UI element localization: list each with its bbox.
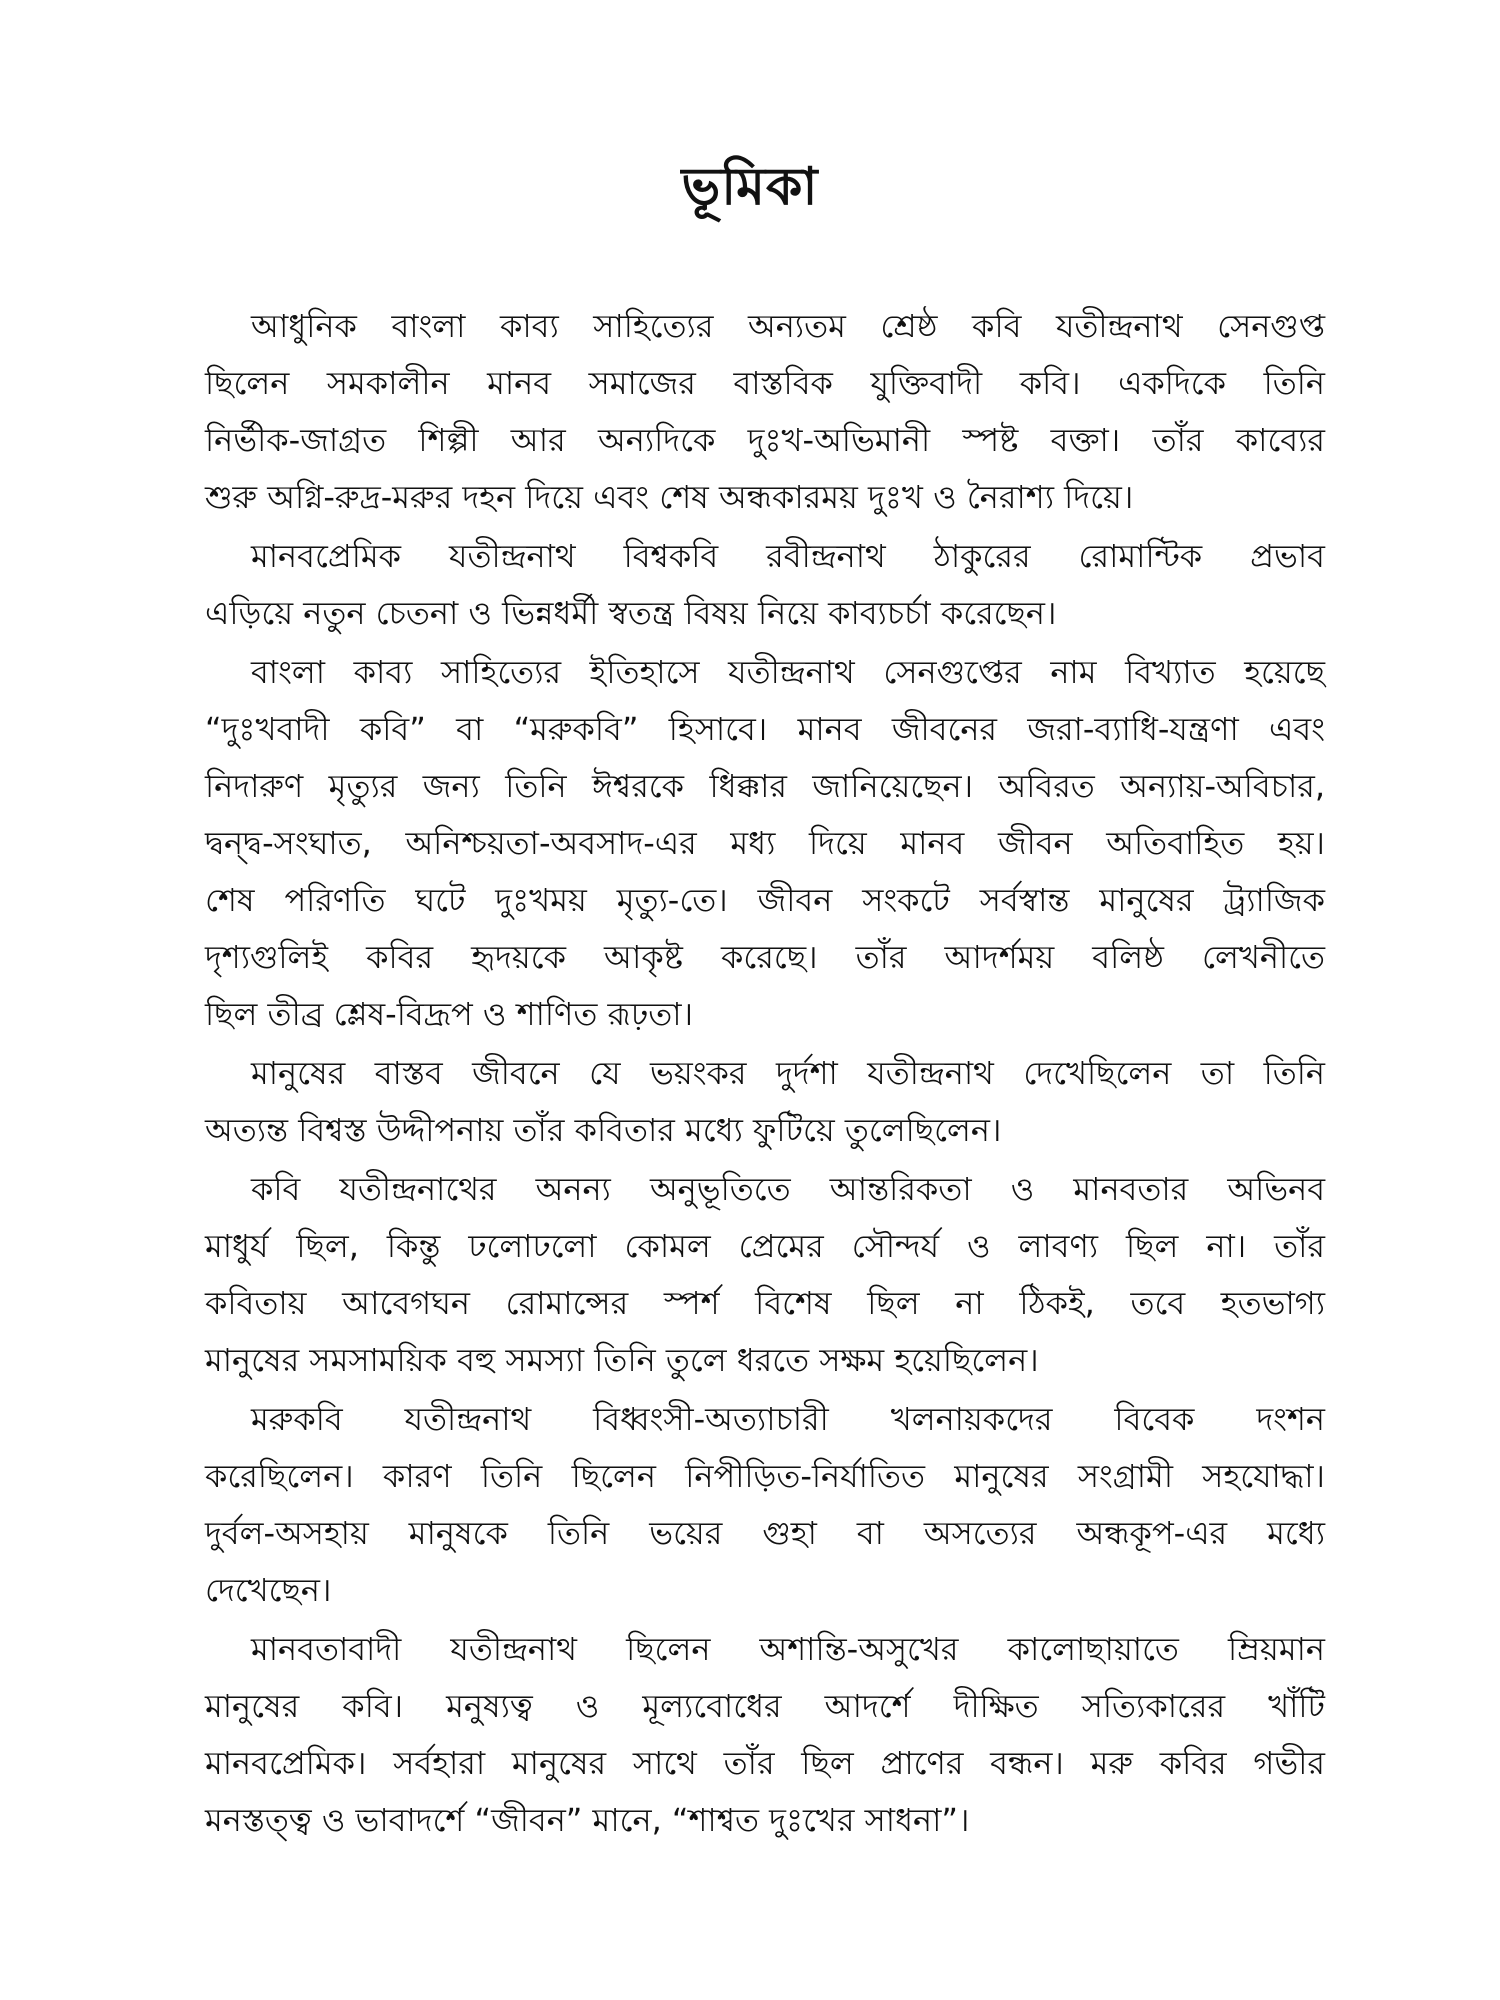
- text-line: কবিতায় আবেগঘন রোমান্সের স্পর্শ বিশেষ ছিল না ঠিকই, তবে হতভাগ্য: [205, 1284, 1325, 1322]
- paragraph: [205, 644, 1325, 1043]
- text-line: শেষ পরিণতি ঘটে দুঃখময় মৃত্যু-তে। জীবন সংকটে সর্বস্বান্ত মানুষের ট্র্যাজিক: [205, 881, 1325, 919]
- text-line: আধুনিক বাংলা কাব্য সাহিত্যের অন্যতম শ্রেষ্ঠ কবি যতীন্দ্রনাথ সেনগুপ্ত: [251, 307, 1325, 345]
- body-text: [205, 298, 1325, 1851]
- text-line: দ্বন্দ্ব-সংঘাত, অনিশ্চয়তা-অবসাদ-এর মধ্য দিয়ে মানব জীবন অতিবাহিত হয়।: [205, 824, 1325, 862]
- text-line: মানুষের কবি। মনুষ্যত্ব ও মূল্যবোধের আদর্শে দীক্ষিত সত্যিকারের খাঁটি: [205, 1687, 1325, 1725]
- paragraph: [205, 1621, 1325, 1849]
- text-line: মরুকবি যতীন্দ্রনাথ বিধ্বংসী-অত্যাচারী খলনায়কদের বিবেক দংশন: [251, 1400, 1325, 1438]
- text-line: শুরু অগ্নি-রুদ্র-মরুর দহন দিয়ে এবং শেষ অন্ধকারময় দুঃখ ও নৈরাশ্য দিয়ে।: [205, 478, 1134, 516]
- paragraph: [205, 528, 1325, 642]
- text-line: বাংলা কাব্য সাহিত্যের ইতিহাসে যতীন্দ্রনাথ সেনগুপ্তের নাম বিখ্যাত হয়েছে: [251, 653, 1325, 691]
- text-line: ছিল তীব্র শ্লেষ-বিদ্রূপ ও শাণিত রূঢ়তা।: [205, 995, 694, 1033]
- text-line: মানুষের সমসাময়িক বহু সমস্যা তিনি তুলে ধরতে সক্ষম হয়েছিলেন।: [205, 1341, 1039, 1379]
- paragraph: [205, 298, 1325, 526]
- text-line: অত্যন্ত বিশ্বস্ত উদ্দীপনায় তাঁর কবিতার মধ্যে ফুটিয়ে তুলেছিলেন।: [205, 1111, 1002, 1149]
- text-line: মানবতাবাদী যতীন্দ্রনাথ ছিলেন অশান্তি-অসুখের কালোছায়াতে ম্রিয়মান: [251, 1630, 1325, 1668]
- text-line: “দুঃখবাদী কবি” বা “মরুকবি” হিসাবে। মানব জীবনের জরা-ব্যাধি-যন্ত্রণা এবং: [205, 710, 1325, 748]
- text-line: নিদারুণ মৃত্যুর জন্য তিনি ঈশ্বরকে ধিক্কার জানিয়েছেন। অবিরত অন্যায়-অবিচার,: [205, 767, 1325, 805]
- text-line: করেছিলেন। কারণ তিনি ছিলেন নিপীড়িত-নির্যাতিত মানুষের সংগ্রামী সহযোদ্ধা।: [205, 1457, 1325, 1495]
- text-line: নির্ভীক-জাগ্রত শিল্পী আর অন্যদিকে দুঃখ-অভিমানী স্পষ্ট বক্তা। তাঁর কাব্যের: [205, 421, 1325, 459]
- text-line: মানবপ্রেমিক। সর্বহারা মানুষের সাথে তাঁর ছিল প্রাণের বন্ধন। মরু কবির গভীর: [205, 1744, 1325, 1782]
- text-line: মানবপ্রেমিক যতীন্দ্রনাথ বিশ্বকবি রবীন্দ্রনাথ ঠাকুরের রোমান্টিক প্রভাব: [251, 537, 1325, 575]
- text-line: দৃশ্যগুলিই কবির হৃদয়কে আকৃষ্ট করেছে। তাঁর আদর্শময় বলিষ্ঠ লেখনীতে: [205, 938, 1325, 976]
- text-line: মাধুর্য ছিল, কিন্তু ঢলোঢলো কোমল প্রেমের সৌন্দর্য ও লাবণ্য ছিল না। তাঁর: [205, 1227, 1325, 1265]
- paragraph: [205, 1045, 1325, 1159]
- text-line: মানুষের বাস্তব জীবনে যে ভয়ংকর দুর্দশা যতীন্দ্রনাথ দেখেছিলেন তা তিনি: [251, 1054, 1325, 1092]
- text-line: ছিলেন সমকালীন মানব সমাজের বাস্তবিক যুক্তিবাদী কবি। একদিকে তিনি: [205, 364, 1325, 402]
- text-line: দুর্বল-অসহায় মানুষকে তিনি ভয়ের গুহা বা অসত্যের অন্ধকূপ-এর মধ্যে: [205, 1514, 1325, 1552]
- paragraph: [205, 1391, 1325, 1619]
- page-title: ভূমিকা: [681, 157, 819, 217]
- text-line: এড়িয়ে নতুন চেতনা ও ভিন্নধর্মী স্বতন্ত্র বিষয় নিয়ে কাব্যচর্চা করেছেন।: [205, 594, 1057, 632]
- text-line: দেখেছেন।: [205, 1571, 332, 1609]
- text-line: মনস্তত্ত্ব ও ভাবাদর্শে “জীবন” মানে, “শাশ্বত দুঃখের সাধনা”।: [205, 1801, 970, 1839]
- paragraph: [205, 1161, 1325, 1389]
- text-line: কবি যতীন্দ্রনাথের অনন্য অনুভূতিতে আন্তরিকতা ও মানবতার অভিনব: [251, 1170, 1325, 1208]
